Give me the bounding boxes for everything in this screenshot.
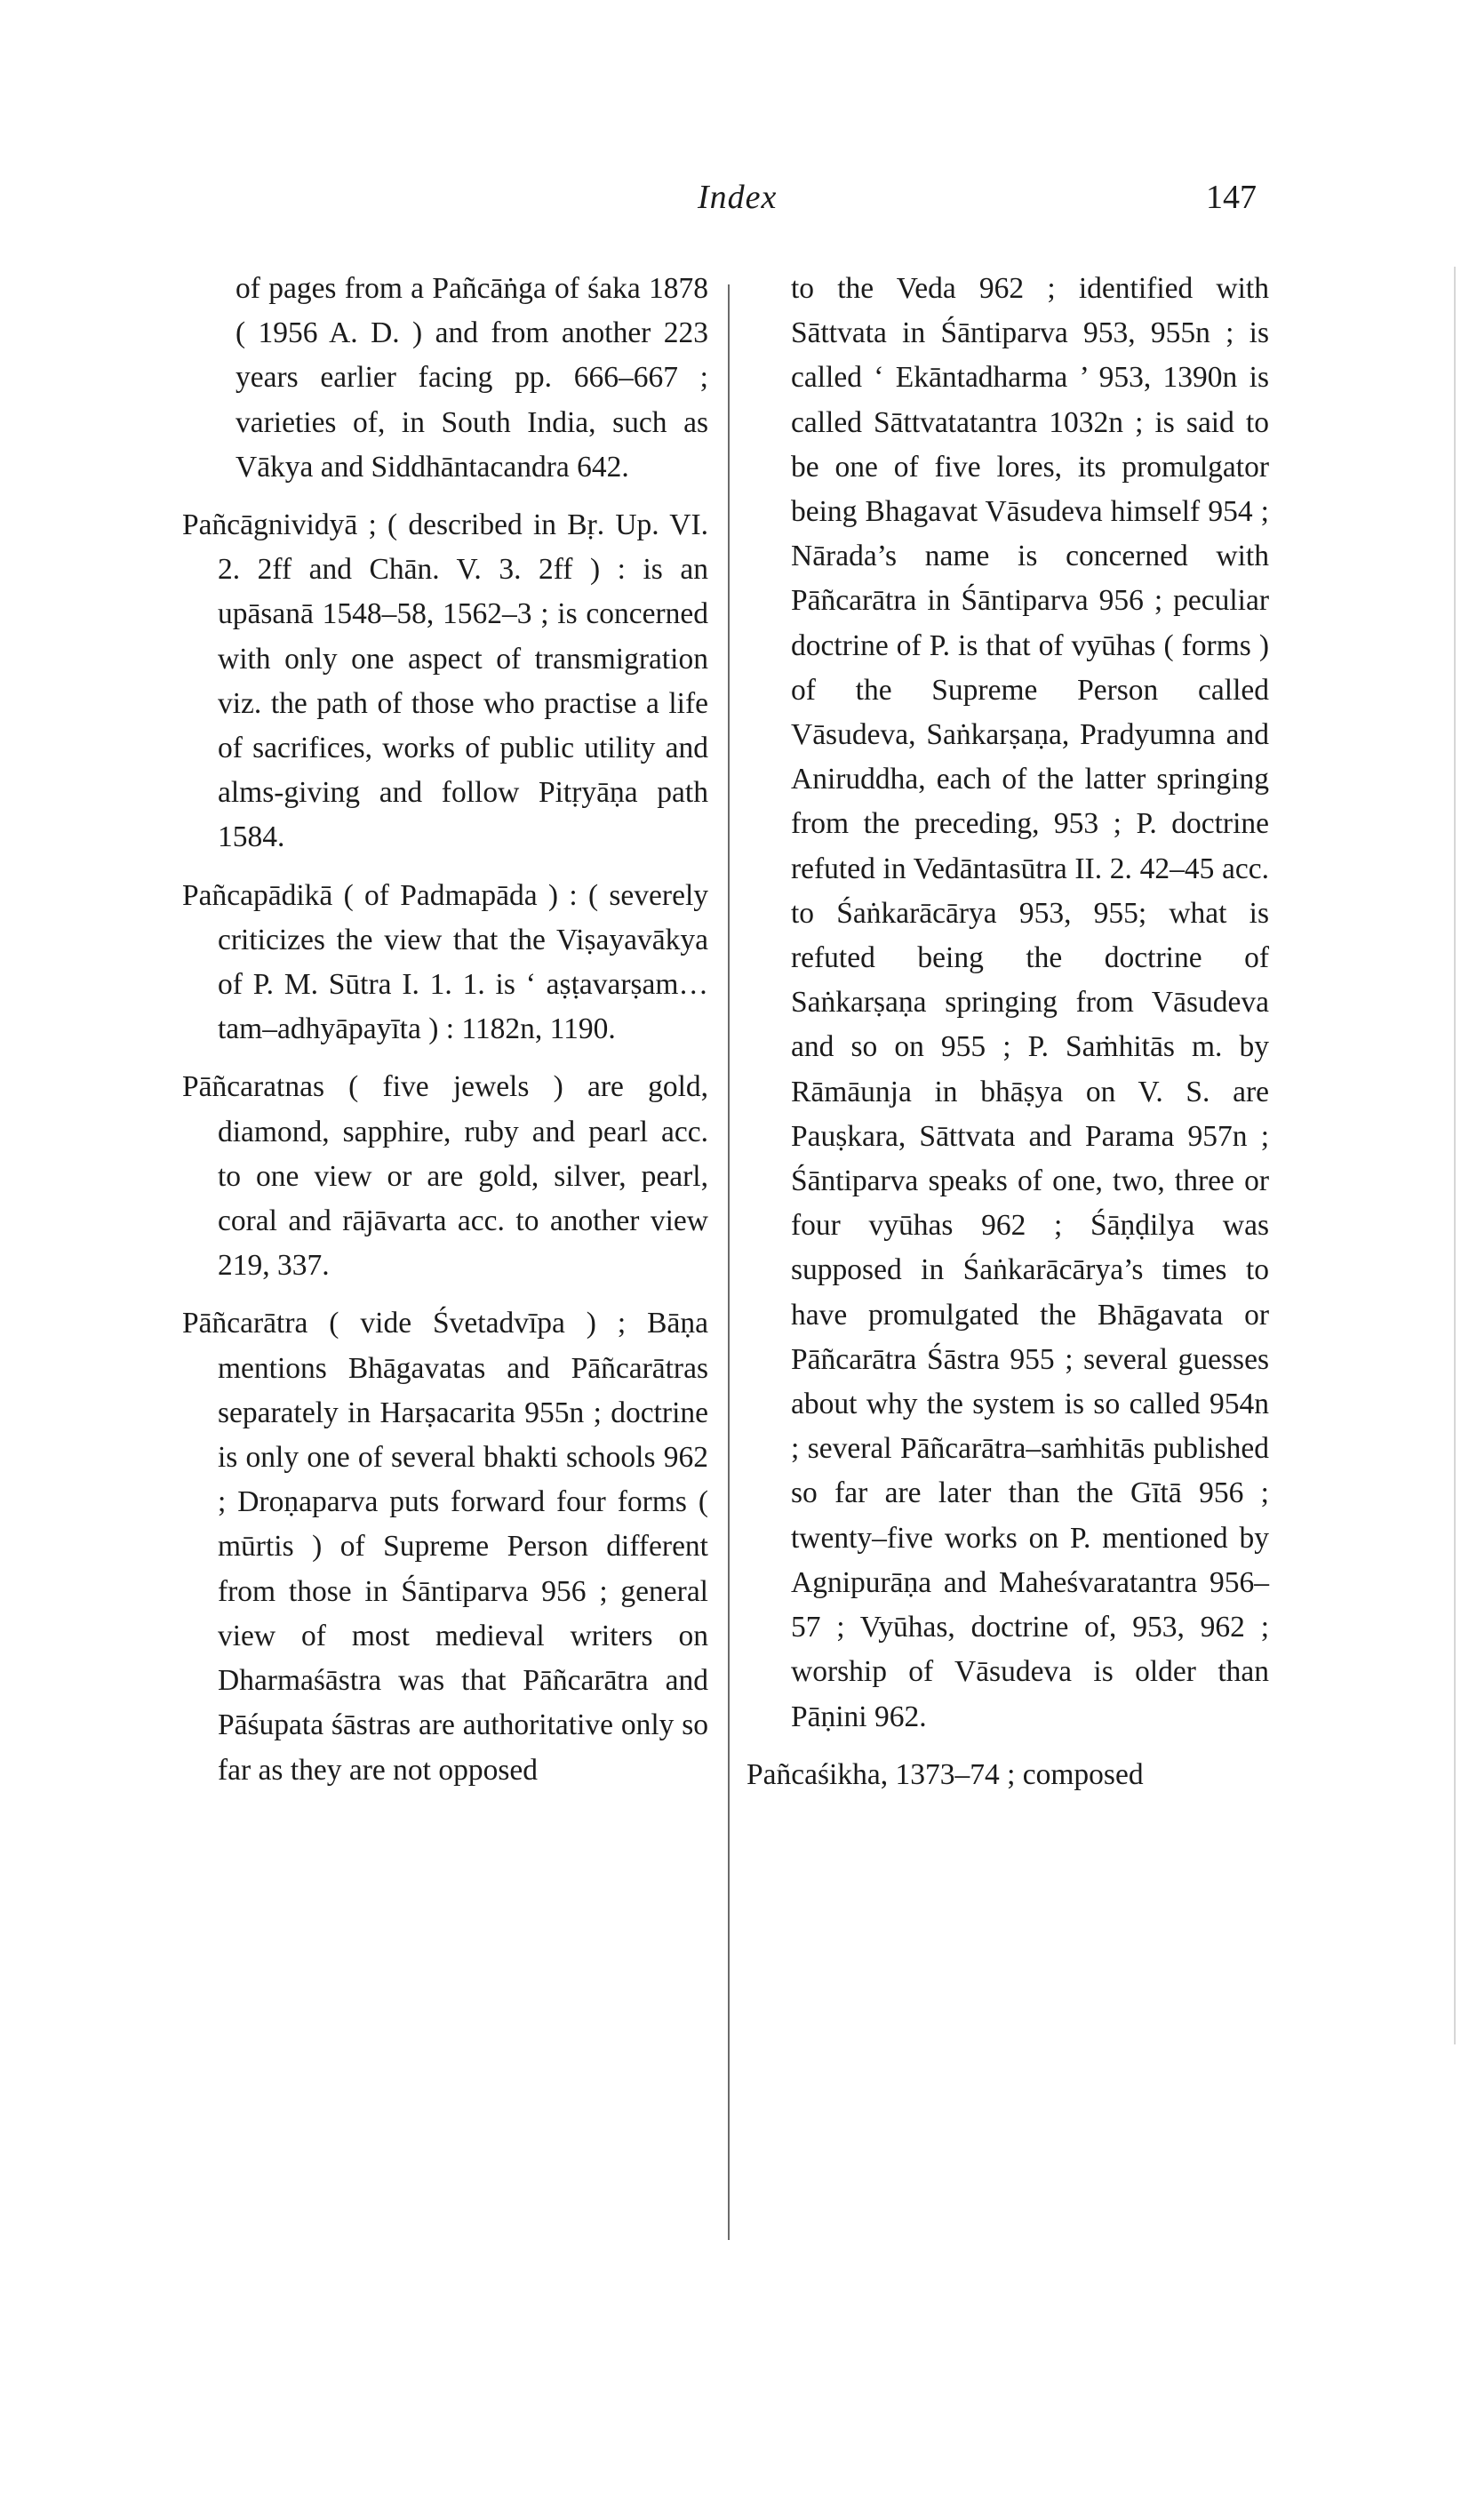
running-head [0, 178, 1469, 231]
index-entry-pancasikha: Pañcaśikha, 1373–74 ; composed [746, 1757, 1144, 1791]
index-entry-continuation: to the Veda 962 ; identified with Sāttvata in Śāntiparva 953, 955n ; is called ‘ Ekāntadharma ’ 953, 1390n is called Sāttvatatantra 1032n ; is said to be one of five lores, its promulgator being Bhagavat Vāsudeva himself 954 ; Nārada’s name is concerned with Pāñcarātra in Śāntiparva 956 ; peculiar doctrine of P. is that of vyūhas ( forms ) of the Supreme Person called Vāsudeva, Saṅkarṣaṇa, Pradyumna and Aniruddha, each of the latter springing from the preceding, 953 ; P. doctrine refuted in Vedāntasūtra II. 2. 42–45 acc. to Śaṅkarācārya 953, 955; what is refuted being the doctrine of Saṅkarṣaṇa springing from Vāsudeva and so on 955 ; P. Saṁhitās m. by Rāmāunja in bhāṣya on V. S. are Pauṣkara, Sāttvata and Parama 957n ; Śāntiparva speaks of one, two, three or four vyūhas 962 ; Śāṇḍilya was supposed in Śaṅkarācārya’s times to have promulgated the Bhāgavata or Pāñcarātra Śāstra 955 ; several guesses about why the system is so called 954n ; several Pāñcarātra–saṁhitās published so far are later than the Gītā 956 ; twenty–five works on P. mentioned by Agnipurāṇa and Maheśvaratantra 956–57 ; Vyūhas, doctrine of, 953, 962 ; worship of Vāsudeva is older than Pāṇini 962. [791, 272, 1269, 1733]
index-entry-pancaratnas: Pāñcaratnas ( five jewels ) are gold, diamond, sapphire, ruby and pearl acc. to one view or are gold, silver, pearl, coral and rājāvarta acc. to another view 219, 337. [182, 1070, 708, 1283]
index-entry-pancapadika: Pañcapādikā ( of Padmapāda ) : ( severely criticizes the view that the Viṣayavākya of P. M. Sūtra I. 1. 1. is ‘ aṣṭavarṣam… tam–adhyāpayīta ) : 1182n, 1190. [182, 878, 708, 1046]
right-column [746, 267, 1269, 1811]
page-number: 147 [1206, 179, 1257, 216]
column-divider [728, 284, 730, 2240]
page-edge-line [1454, 267, 1456, 2044]
left-column [182, 267, 708, 1806]
index-entry-pancaratra: Pāñcarātra ( vide Śvetadvīpa ) ; Bāṇa mentions Bhāgavatas and Pāñcarātras separately in Harṣacarita 955n ; doctrine is only one of several bhakti schools 962 ; Droṇaparva puts forward four forms ( mūrtis ) of Supreme Person different from those in Śāntiparva 956 ; general view of most medieval writers on Dharmaśāstra was that Pāñcarātra and Pāśupata śāstras are authoritative only so far as they are not opposed [182, 1307, 708, 1787]
running-title: Index [698, 179, 778, 216]
index-entry-pancagnividya: Pañcāgnividyā ; ( described in Bṛ. Up. VI. 2. 2ff and Chān. V. 3. 2ff ) : is an upāsanā 1548–58, 1562–3 ; is concerned with only one aspect of transmigration viz. the path of those who practise a life of sacrifices, works of public utility and alms-giving and follow Pitṛyāṇa path 1584. [182, 508, 708, 854]
index-entry-continuation: of pages from a Pañcāṅga of śaka 1878 ( 1956 A. D. ) and from another 223 years earlier facing pp. 666–667 ; varieties of, in South India, such as Vākya and Siddhāntacandra 642. [236, 272, 708, 484]
